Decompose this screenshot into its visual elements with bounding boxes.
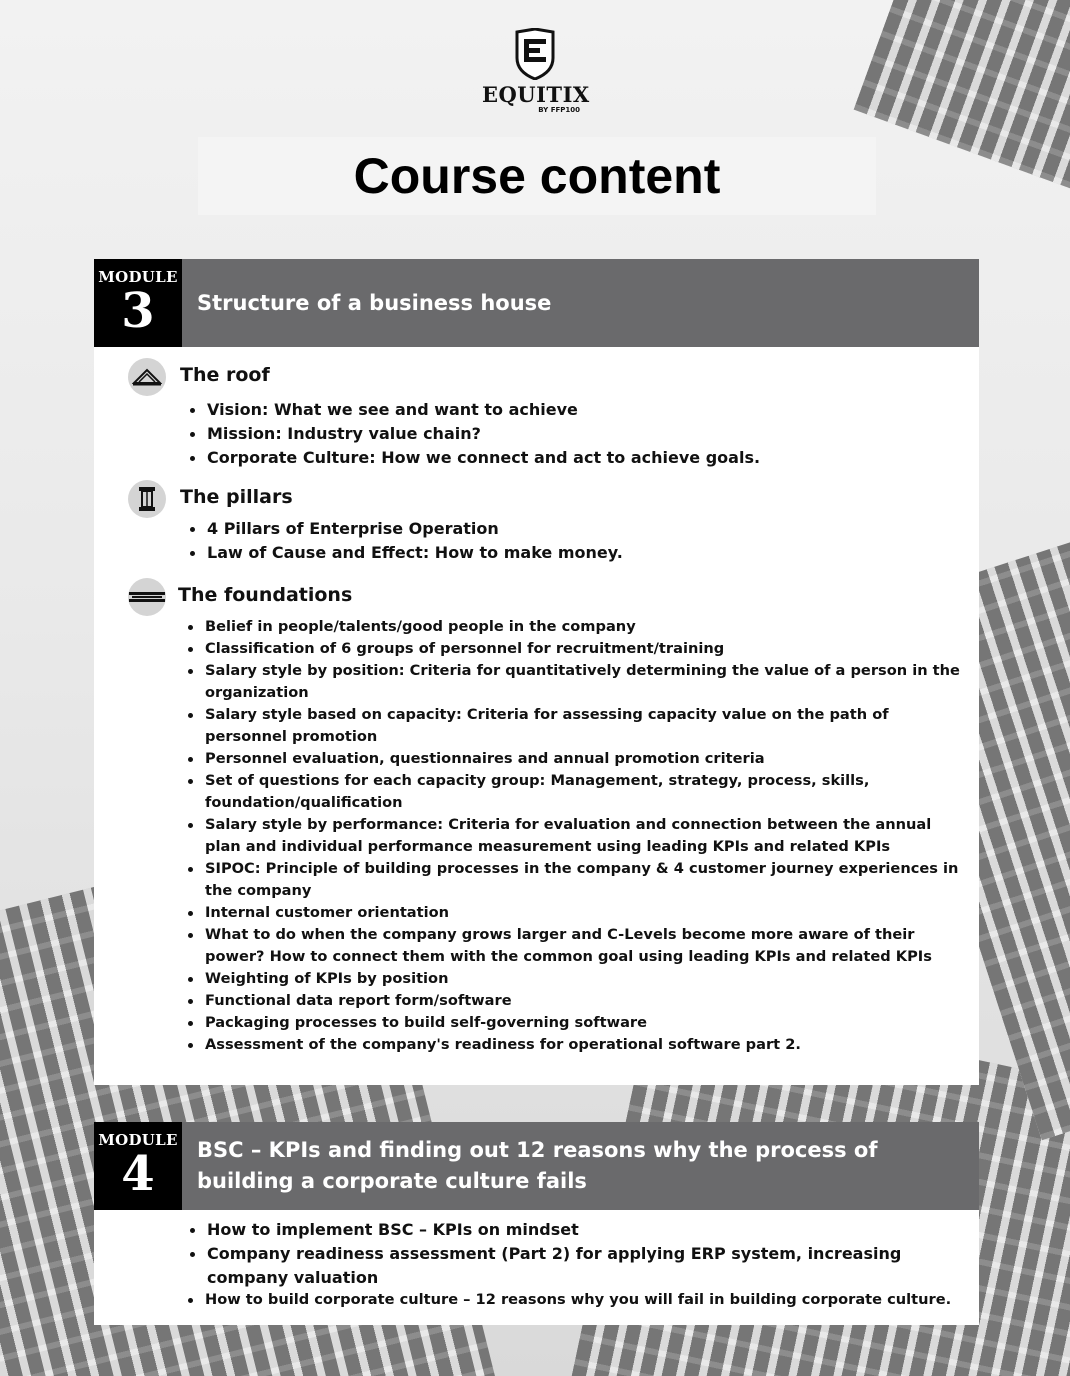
- list-item: What to do when the company grows larger and C-Levels become more aware of their power? How to connect them with the common goal using leading KPIs and related KPIs: [185, 924, 965, 968]
- shield-icon: [514, 28, 556, 80]
- module-number: 3: [121, 283, 155, 339]
- module-4-title: BSC – KPIs and finding out 12 reasons why the process of building a corporate culture fails: [197, 1138, 878, 1193]
- list-item: Company readiness assessment (Part 2) for applying ERP system, increasing company valuation: [187, 1242, 947, 1290]
- page-title: Course content: [353, 148, 721, 204]
- pillars-list: [187, 517, 623, 565]
- list-item: Internal customer orientation: [185, 902, 965, 924]
- foundation-icon: [128, 578, 166, 616]
- section-title-foundations: The foundations: [178, 584, 353, 606]
- module-3-panel: [94, 259, 979, 1085]
- brand-sub: BY FFP100: [538, 106, 580, 114]
- list-item: Salary style based on capacity: Criteria for assessing capacity value on the path of personnel promotion: [185, 704, 965, 748]
- list-item: Vision: What we see and want to achieve: [187, 398, 760, 422]
- module-4-header: [94, 1122, 979, 1210]
- module-number: 4: [121, 1146, 155, 1202]
- list-item: Assessment of the company's readiness for operational software part 2.: [185, 1034, 965, 1056]
- list-item: Salary style by position: Criteria for quantitatively determining the value of a person in the organization: [185, 660, 965, 704]
- list-item: Personnel evaluation, questionnaires and annual promotion criteria: [185, 748, 965, 770]
- module-4-badge: [94, 1122, 182, 1210]
- list-item: Weighting of KPIs by position: [185, 968, 965, 990]
- list-item: Belief in people/talents/good people in the company: [185, 616, 965, 638]
- list-item: Functional data report form/software: [185, 990, 965, 1012]
- list-item: How to build corporate culture – 12 reasons why you will fail in building corporate culture.: [185, 1289, 975, 1311]
- foundations-list: [185, 616, 965, 1056]
- brand-name: EQUITIX: [482, 82, 590, 107]
- module-3-badge: [94, 259, 182, 347]
- list-item: Classification of 6 groups of personnel for recruitment/training: [185, 638, 965, 660]
- list-item: 4 Pillars of Enterprise Operation: [187, 517, 623, 541]
- list-item: Salary style by performance: Criteria for evaluation and connection between the annual plan and individual performance measurement using leading KPIs and related KPIs: [185, 814, 965, 858]
- roof-list: [187, 398, 760, 470]
- module-4-list-small: [185, 1289, 975, 1311]
- module-3-header: [94, 259, 979, 347]
- title-box: [198, 137, 876, 215]
- roof-icon: [128, 358, 166, 396]
- list-item: Corporate Culture: How we connect and act to achieve goals.: [187, 446, 760, 470]
- list-item: Law of Cause and Effect: How to make money.: [187, 541, 623, 565]
- list-item: SIPOC: Principle of building processes in the company & 4 customer journey experiences in the company: [185, 858, 965, 902]
- pillar-icon: [128, 480, 166, 518]
- list-item: How to implement BSC – KPIs on mindset: [187, 1218, 947, 1242]
- list-item: Packaging processes to build self-governing software: [185, 1012, 965, 1034]
- module-label: MODULE: [98, 268, 178, 286]
- module-4-panel: [94, 1122, 979, 1325]
- module-label: MODULE: [98, 1131, 178, 1149]
- module-3-title: Structure of a business house: [197, 290, 552, 315]
- section-title-pillars: The pillars: [180, 486, 293, 508]
- section-title-roof: The roof: [180, 364, 270, 386]
- module-4-list: [187, 1218, 947, 1290]
- building-top-right: [854, 0, 1070, 198]
- list-item: Set of questions for each capacity group: Management, strategy, process, skills, foundation/qualification: [185, 770, 965, 814]
- brand-logo: [482, 28, 588, 118]
- list-item: Mission: Industry value chain?: [187, 422, 760, 446]
